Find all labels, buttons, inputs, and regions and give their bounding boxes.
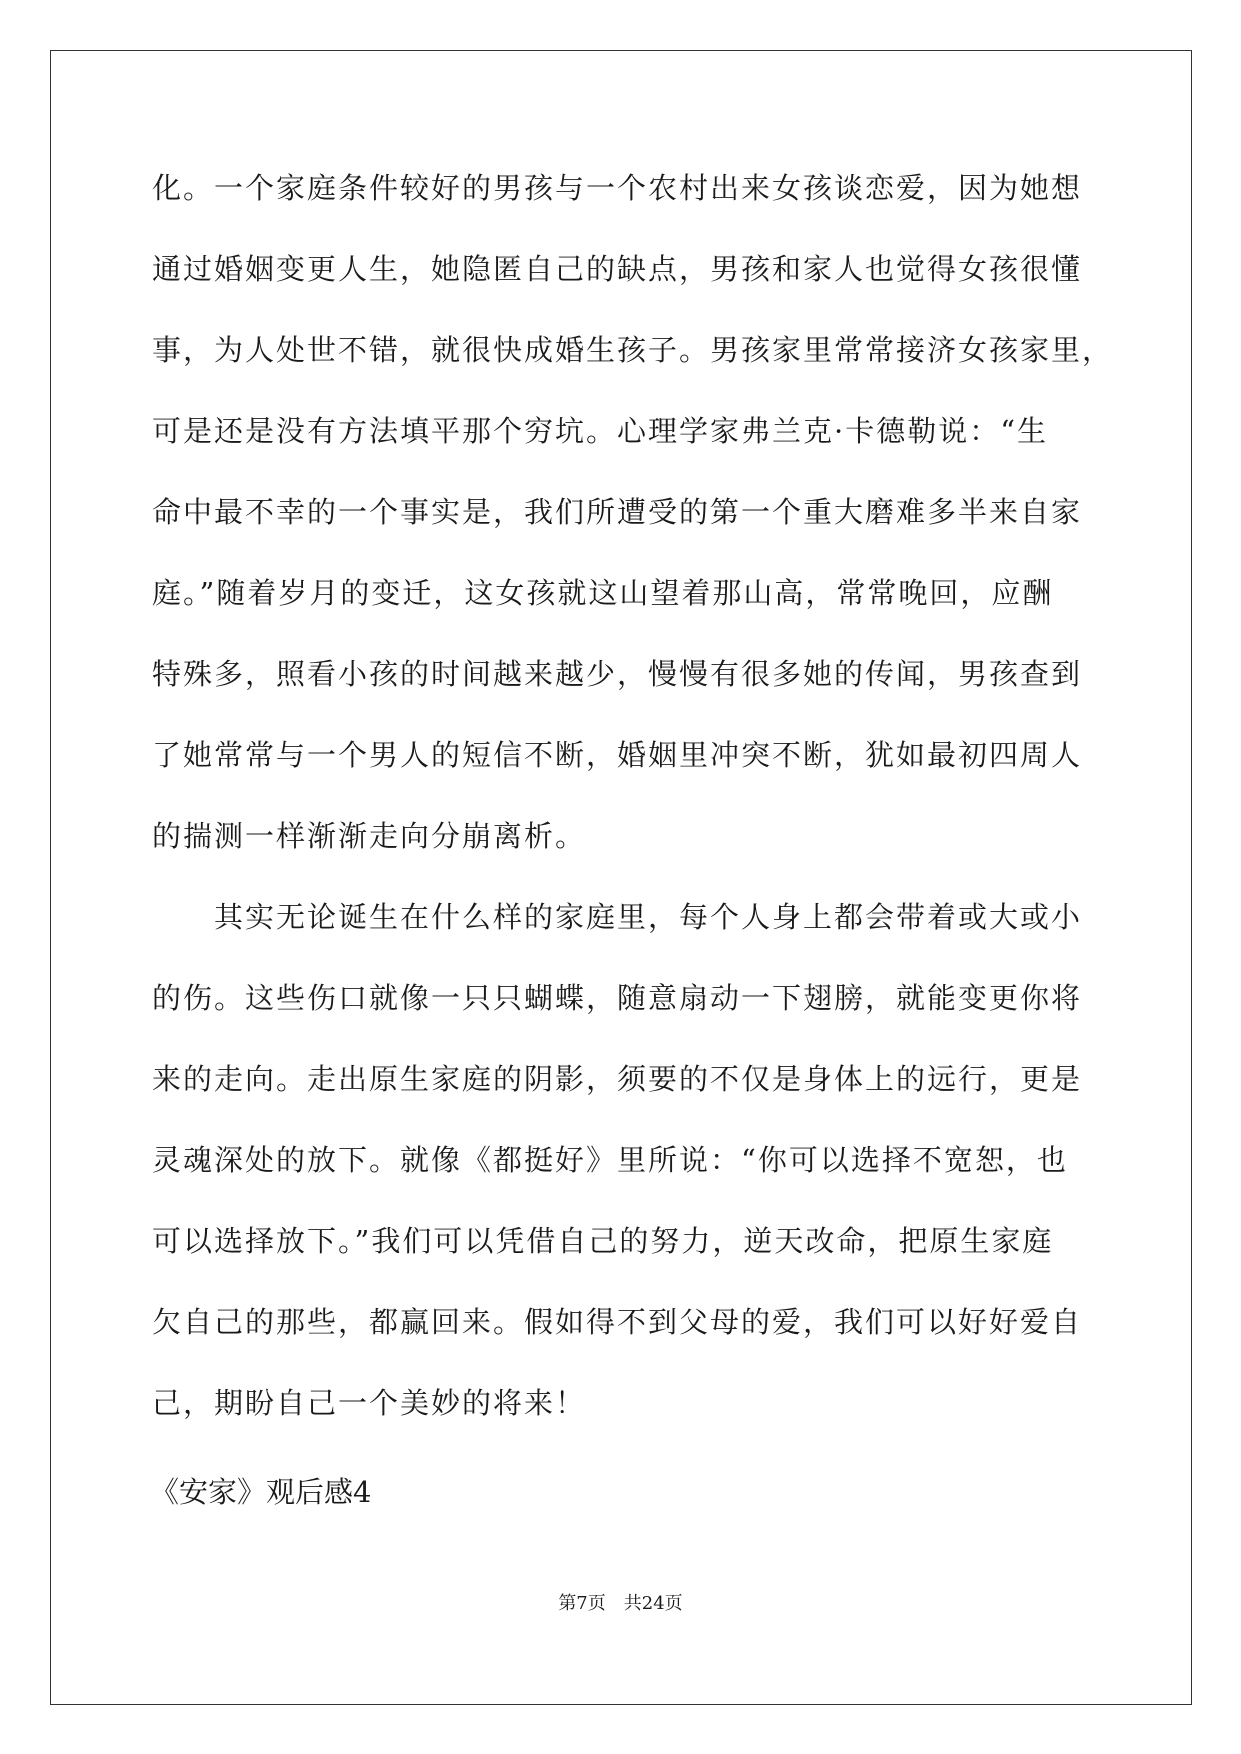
paragraph-1-line-1: 化。一个家庭条件较好的男孩与一个农村出来女孩谈恋爱，因为她想 (152, 171, 1083, 205)
paragraph-1-line-5: 命中最不幸的一个事实是，我们所遭受的第一个重大磨难多半来自家 (152, 495, 1083, 529)
paragraph-1-line-9: 的揣测一样渐渐走向分崩离析。 (152, 819, 587, 853)
paragraph-1-line-4: 可是还是没有方法填平那个穷坑。心理学家弗兰克·卡德勒说：“生 (152, 414, 1049, 448)
page-footer: 第7页 共24页 (558, 1593, 683, 1614)
paragraph-2-line-7: 己，期盼自己一个美妙的将来！ (152, 1386, 587, 1420)
paragraph-1-line-8: 了她常常与一个男人的短信不断，婚姻里冲突不断，犹如最初四周人 (152, 738, 1083, 772)
section-heading: 《安家》观后感4 (150, 1475, 372, 1509)
paragraph-1-line-6: 庭。”随着岁月的变迁，这女孩就这山望着那山高，常常晚回，应酬 (152, 576, 1054, 610)
paragraph-1-line-3: 事，为人处世不错，就很快成婚生孩子。男孩家里常常接济女孩家里， (152, 333, 1114, 367)
paragraph-1-line-2: 通过婚姻变更人生，她隐匿自己的缺点，男孩和家人也觉得女孩很懂 (152, 252, 1083, 286)
paragraph-2-line-4: 灵魂深处的放下。就像《都挺好》里所说：“你可以选择不宽恕，也 (152, 1143, 1068, 1177)
paragraph-2-line-5: 可以选择放下。”我们可以凭借自己的努力，逆天改命，把原生家庭 (152, 1224, 1054, 1258)
paragraph-2-line-1: 其实无论诞生在什么样的家庭里，每个人身上都会带着或大或小 (214, 900, 1083, 934)
paragraph-1-line-7: 特殊多，照看小孩的时间越来越少，慢慢有很多她的传闻，男孩查到 (152, 657, 1083, 691)
page-border (50, 50, 1192, 1705)
paragraph-2-line-2: 的伤。这些伤口就像一只只蝴蝶，随意扇动一下翅膀，就能变更你将 (152, 981, 1083, 1015)
paragraph-2-line-6: 欠自己的那些，都赢回来。假如得不到父母的爱，我们可以好好爱自 (152, 1305, 1083, 1339)
paragraph-2-line-3: 来的走向。走出原生家庭的阴影，须要的不仅是身体上的远行，更是 (152, 1062, 1083, 1096)
